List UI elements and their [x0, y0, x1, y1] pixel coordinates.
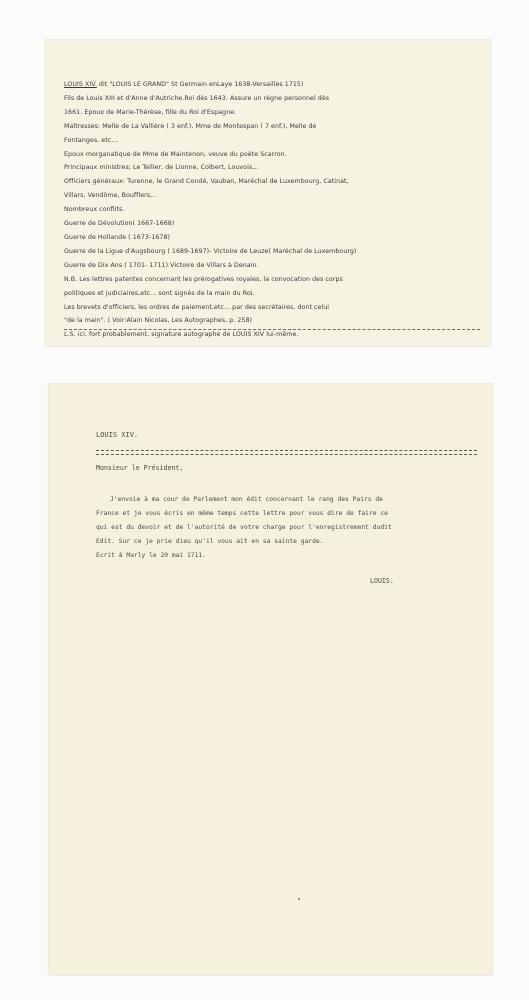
biography-heading	[64, 78, 480, 92]
biography-line: Les brevets d'officiers, les ordres de paiement,etc... par des secrétaires, dont celui	[64, 303, 330, 311]
biography-line: Guerre de Dix Ans ( 1701- 1711) Victoire de Villars à Denain.	[64, 261, 259, 269]
letter-body-line: Ecrit à Marly le 20 mai 1711.	[96, 552, 206, 559]
biography-line: "de la main". ( Voir:Alain Nicolas, Les Autographes, p. 258)	[64, 317, 253, 325]
biography-line: N.B. Les lettres patentes concernant les prérogatives royales, la convocation des corps	[64, 275, 343, 283]
biography-line: L.S. ici, fort probablement, signature autographe de LOUIS XIV lui-même.	[64, 331, 299, 339]
letter-body-line: qui est du devoir et de l'autorité de votre charge pour l'enregistrement dudit	[96, 524, 392, 531]
biography-line: Maîtresses: Melle de La Vallière ( 3 enf.), Mme de Montespan ( 7 enf.), Melle de	[64, 122, 317, 130]
letter-body-line: Edit. Sur ce je prie dieu qu'il vous ait en sa sainte garde.	[96, 538, 324, 545]
biography-line: Principaux ministres; Le Tellier, de Lionne, Colbert, Louvois,..	[64, 164, 259, 172]
biography-heading-rest: dit "LOUIS LE GRAND" St Germain enLaye 1638-Versailles 1715)	[96, 81, 304, 88]
letter-salutation: Monsieur le Président,	[96, 464, 184, 472]
biography-line: politiques et judiciaires,etc... sont signés de la main du Roi.	[64, 289, 255, 297]
biography-line: Villars, Vendôme, Boufflers,..	[64, 192, 157, 200]
biography-line: 1661. Epoux de Marie-Thérèse, fille du Roi d'Espagne.	[64, 108, 237, 116]
biography-line: Officiers généraux: Turenne, le Grand Condé, Vauban, Maréchal de Luxembourg, Catinat,	[64, 178, 349, 186]
biography-line: Epoux morganatique de Mme de Maintenon, veuve du poète Scarron.	[64, 150, 287, 158]
paper-speck	[298, 898, 300, 900]
letter-sheet	[49, 384, 492, 974]
double-dashed-divider	[96, 450, 477, 455]
biography-line: Fontanges, etc...	[64, 136, 118, 144]
biography-line: Fils de Louis XIII et d'Anne d'Autriche.Roi dès 1643. Assure un règne personnel dès	[64, 94, 330, 102]
biography-line: Nombreux conflits.	[64, 206, 125, 214]
letter-title: LOUIS XIV.	[96, 431, 139, 439]
biography-title: LOUIS XIV.	[64, 81, 97, 88]
letter-body-line: France et je vous écris en même temps cette lettre pour vous dire de faire ce	[96, 510, 388, 517]
dashed-divider	[64, 329, 480, 330]
letter-body-line: J'envoie à ma cour de Parlement mon édit concernant le rang des Pairs de	[110, 496, 383, 503]
biography-line: Guerre de la Ligue d'Augsbourg ( 1689-1697)- Victoire de Leuze( Maréchal de Luxembourg)	[64, 247, 357, 255]
letter-signature: LOUIS.	[370, 577, 394, 585]
biography-text	[64, 78, 480, 342]
biography-line: Guerre de Dévolution( 1667-1668)	[64, 220, 175, 228]
biography-line: Guerre de Hollande ( 1673-1678)	[64, 233, 171, 241]
